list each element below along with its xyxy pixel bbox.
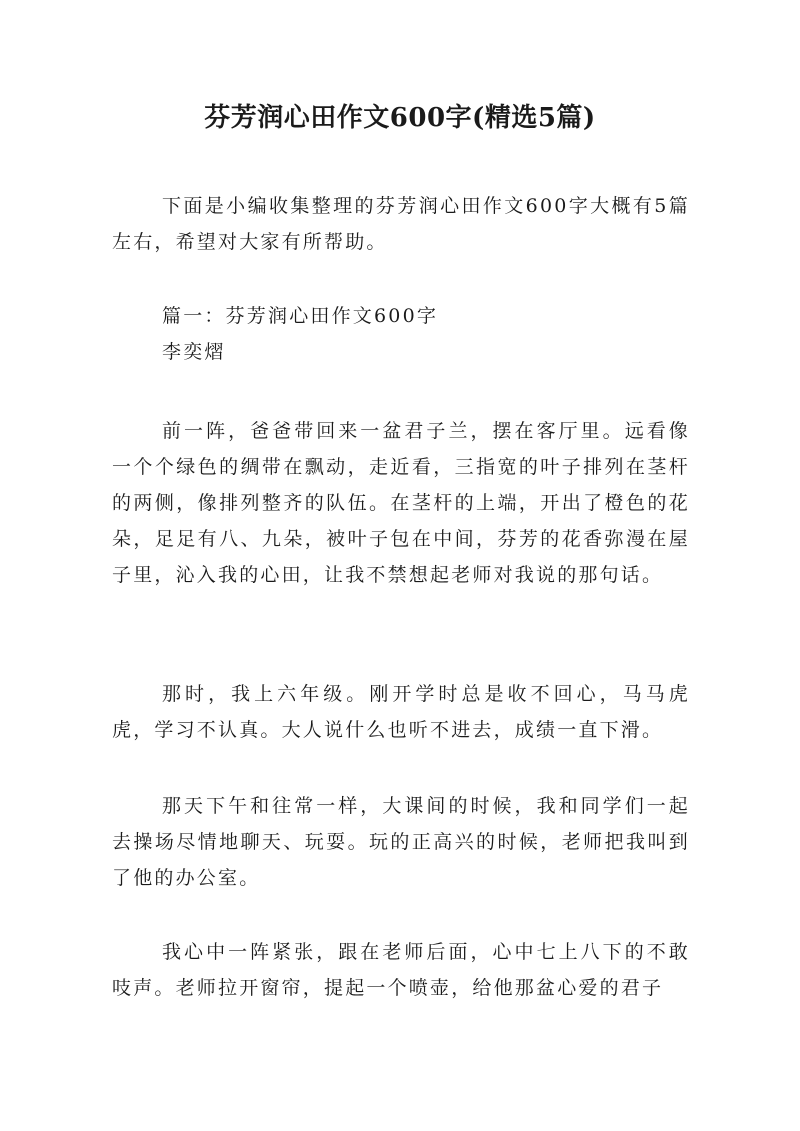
paragraph-1: 前一阵，爸爸带回来一盆君子兰，摆在客厅里。远看像一个个绿色的绸带在飘动，走近看，三指宽的叶子排列在茎杆的两侧，像排列整齐的队伍。在茎杆的上端，开出了橙色的花朵，足足有八、九朵，被叶子包在中间，芬芳的花香弥漫在屋子里，沁入我的心田，让我不禁想起老师对我说的那句话。	[112, 420, 690, 586]
paragraph-2: 那时，我上六年级。刚开学时总是收不回心，马马虎虎，学习不认真。大人说什么也听不进去，成绩一直下滑。	[112, 683, 690, 741]
section-heading: 篇一：芬芳润心田作文600字	[162, 305, 439, 327]
paragraph-3: 那天下午和往常一样，大课间的时候，我和同学们一起去操场尽情地聊天、玩耍。玩的正高兴的时候，老师把我叫到了他的办公室。	[112, 795, 690, 889]
author-name: 李奕熠	[162, 341, 226, 363]
intro-paragraph: 下面是小编收集整理的芬芳润心田作文600字大概有5篇左右，希望对大家有所帮助。	[112, 195, 690, 253]
paragraph-4: 我心中一阵紧张，跟在老师后面，心中七上八下的不敢吱声。老师拉开窗帘，提起一个喷壶，给他那盆心爱的君子	[112, 941, 690, 999]
document-title: 芬芳润心田作文600字(精选5篇)	[204, 103, 596, 133]
